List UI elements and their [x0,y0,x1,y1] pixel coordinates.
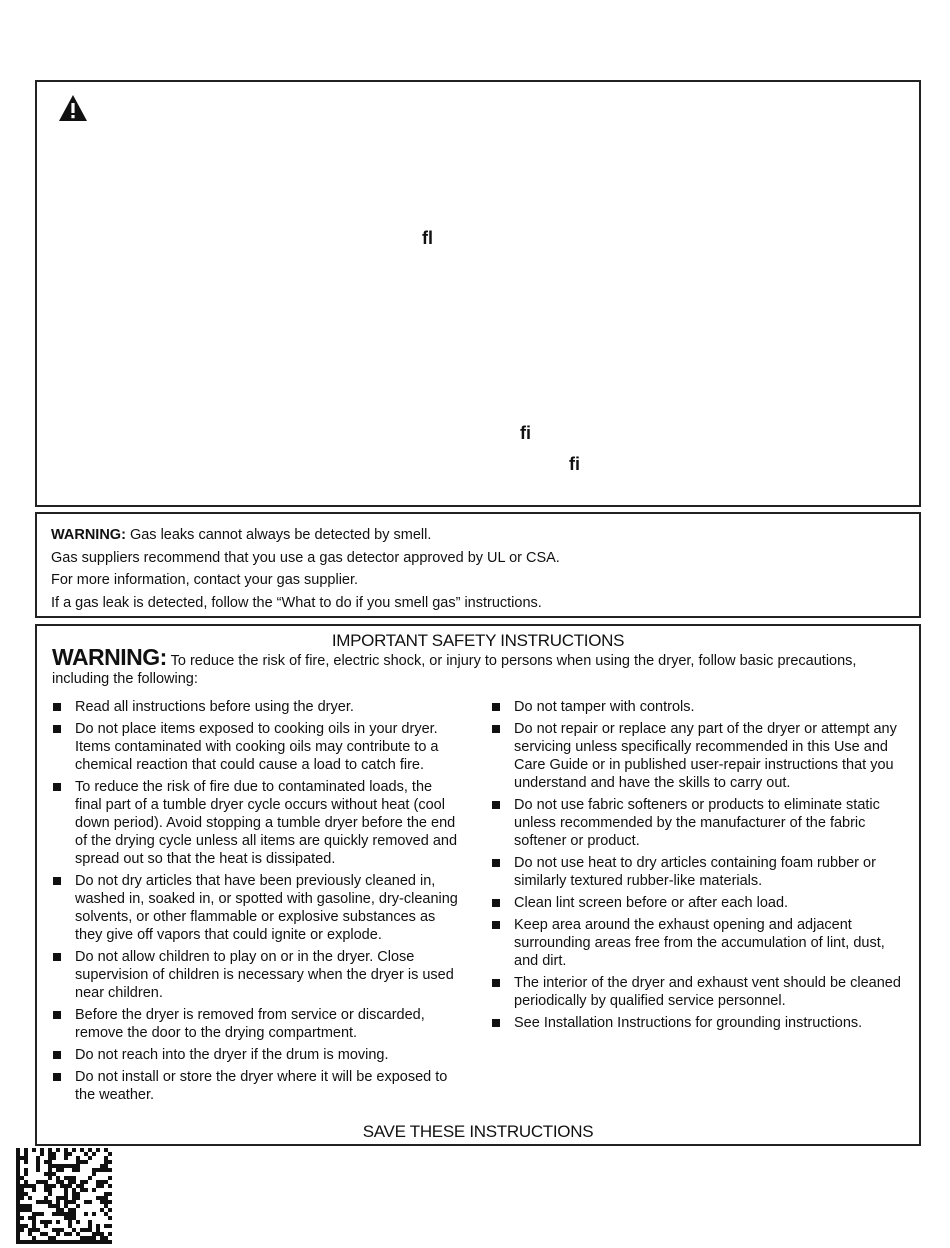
safety-list-item [51,778,461,868]
safety-list-item [490,1014,905,1032]
safety-item-text: Do not tamper with controls. [514,699,695,715]
safety-item-text: Do not reach into the dryer if the drum is moving. [75,1047,389,1063]
safety-item-text: Do not allow children to play on or in the dryer. Close supervision of children is necessary when the dryer is used near children. [75,949,454,1001]
square-bullet-icon [492,703,500,711]
safety-list-item [51,1046,461,1064]
square-bullet-icon [53,783,61,791]
square-bullet-icon [492,921,500,929]
safety-item-text: To reduce the risk of fire due to contaminated loads, the final part of a tumble dryer cycle occurs without heat (cool down period). Avoid stopping a tumble dryer before the end of the drying cycle unless all items are quickly removed and spread out so that the heat is dissipated. [75,779,458,867]
gas-notice-line-3: For more information, contact your gas supplier. [51,572,359,588]
square-bullet-icon [492,859,500,867]
square-bullet-icon [492,725,500,733]
safety-list-item [51,698,461,716]
gas-notice-line-2: Gas suppliers recommend that you use a gas detector approved by UL or CSA. [51,549,560,566]
square-bullet-icon [53,1011,61,1019]
gas-notice-line-4: If a gas leak is detected, follow the “What to do if you smell gas” instructions. [51,594,542,611]
safety-list-item [490,720,905,792]
warning-triangle-icon [58,94,88,122]
safety-list-right [490,698,905,1036]
square-bullet-icon [53,953,61,961]
gas-notice-text: Gas leaks cannot always be detected by smell. [125,527,432,543]
safety-list-left [51,698,461,1108]
safety-item-text: Do not install or store the dryer where it will be exposed to the weather. [75,1069,448,1103]
datamatrix-code-icon [16,1148,112,1244]
ligature-fl: fl [422,228,433,248]
square-bullet-icon [53,877,61,885]
safety-item-text: Do not place items exposed to cooking oils in your dryer. Items contaminated with cooking oils may contribute to a chemical reaction that could cause a load to catch fire. [75,721,439,773]
safety-item-text: Do not use fabric softeners or products to eliminate static unless recommended by the manufacturer of the fabric softener or product. [514,797,880,849]
safety-item-text: Do not dry articles that have been previously cleaned in, washed in, soaked in, or spotted with gasoline, dry-cleaning solvents, or other flammable or explosive substances as they give off vapors that could ignite or explode. [75,873,458,943]
safety-item-text: Keep area around the exhaust opening and adjacent surrounding areas free from the accumulation of lint, dust, and dirt. [514,917,885,969]
safety-list-item [51,1068,461,1104]
square-bullet-icon [492,801,500,809]
warning-intro-text: To reduce the risk of fire, electric shock, or injury to persons when using the dryer, follow basic precautions, including the following: [52,653,857,687]
square-bullet-icon [492,899,500,907]
safety-list-item [51,1006,461,1042]
ligature-fi: fi [520,423,531,443]
square-bullet-icon [53,725,61,733]
gas-warning-panel [35,80,921,507]
safety-item-text: See Installation Instructions for grounding instructions. [514,1015,863,1031]
gas-notice-line-1 [51,524,919,547]
safety-item-text: Read all instructions before using the dryer. [75,699,354,715]
safety-title: IMPORTANT SAFETY INSTRUCTIONS [331,631,625,650]
square-bullet-icon [53,1073,61,1081]
safety-item-text: Do not use heat to dry articles containing foam rubber or similarly textured rubber-like materials. [514,855,876,889]
warning-label: WARNING: [52,644,167,670]
safety-list-item [490,974,905,1010]
safety-list-item [490,796,905,850]
ligature-fi: fi [569,454,580,474]
safety-instructions-panel [35,624,921,1146]
square-bullet-icon [492,979,500,987]
safety-item-text: Do not repair or replace any part of the dryer or attempt any servicing unless specifically recommended in this Use and Care Guide or in published user-repair instructions that you understand and have the skills to carry out. [514,721,897,791]
square-bullet-icon [53,703,61,711]
warning-intro [52,644,912,688]
safety-item-text: Before the dryer is removed from service or discarded, remove the door to the drying compartment. [75,1007,425,1041]
safety-list-item [51,720,461,774]
safety-list-item [51,872,461,944]
safety-item-text: The interior of the dryer and exhaust vent should be cleaned periodically by qualified service personnel. [514,975,901,1009]
gas-leak-notice [35,512,921,618]
square-bullet-icon [53,1051,61,1059]
warning-label: WARNING: [51,527,126,543]
safety-list-item [490,698,905,716]
square-bullet-icon [492,1019,500,1027]
save-instructions-title: SAVE THESE INSTRUCTIONS [362,1122,594,1141]
safety-list-item [490,854,905,890]
safety-list-item [51,948,461,1002]
safety-item-text: Clean lint screen before or after each load. [514,895,789,911]
safety-list-item [490,894,905,912]
safety-list-item [490,916,905,970]
